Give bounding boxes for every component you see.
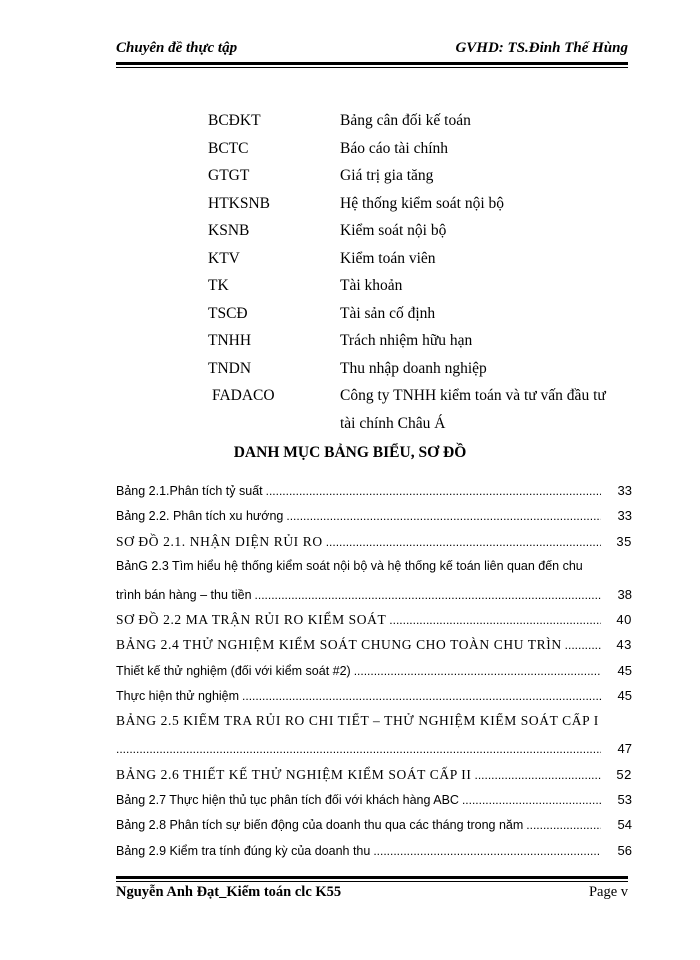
toc-entry[interactable] xyxy=(116,480,632,505)
toc-entry[interactable] xyxy=(116,764,632,789)
toc-entry-continued[interactable] xyxy=(116,584,632,609)
toc-entry-title: BẢNG 2.5 KIỂM TRA RỦI RO CHI TIẾT – THỬ NGHIỆM KIỂM SOÁT CẤP I xyxy=(116,713,599,729)
abbreviation-row xyxy=(208,305,648,333)
footer-left: Nguyễn Anh Đạt_Kiểm toán clc K55 xyxy=(116,884,342,900)
abbreviation-code: BCĐKT xyxy=(208,112,261,129)
toc-entry-page: 47 xyxy=(617,741,632,757)
abbreviation-desc: Tài khoản xyxy=(340,277,403,294)
abbreviation-desc: Báo cáo tài chính xyxy=(340,139,449,157)
toc-entry[interactable] xyxy=(116,609,632,634)
abbreviation-list xyxy=(208,112,648,441)
toc-entry-page: 53 xyxy=(617,791,632,807)
toc-leader-dots xyxy=(286,509,601,523)
abbreviation-row xyxy=(208,167,648,195)
toc-entry[interactable] xyxy=(116,556,632,584)
abbreviation-code: KTV xyxy=(208,249,240,267)
header-left: Chuyên đề thực tập xyxy=(116,40,238,56)
toc-entry-title-line2: trình bán hàng – thu tiền xyxy=(116,587,252,602)
toc-entry-title: BẢNG 2.4 THỬ NGHIỆM KIỂM SOÁT CHUNG CHO TOÀN CHU TRÌN xyxy=(116,637,562,653)
abbreviation-row xyxy=(208,277,648,305)
toc-entry-title: Thiết kế thử nghiệm (đối với kiểm soát #2) xyxy=(116,663,351,678)
toc-entry[interactable] xyxy=(116,660,632,685)
abbreviation-row xyxy=(208,250,648,278)
toc-entry-page: 35 xyxy=(616,533,632,549)
abbreviation-code: KSNB xyxy=(208,222,250,239)
abbreviation-desc: Bảng cân đối kế toán xyxy=(340,112,471,129)
abbreviation-code: TNHH xyxy=(208,332,252,349)
toc-leader-dots xyxy=(462,793,601,807)
abbreviation-desc: Hệ thống kiểm soát nội bộ xyxy=(340,194,505,212)
toc-entry-page: 45 xyxy=(617,662,632,678)
toc-entry[interactable] xyxy=(116,840,632,865)
abbreviation-desc: Giá trị gia tăng xyxy=(340,167,434,184)
toc-entry[interactable] xyxy=(116,710,632,738)
footer-page-number: Page v xyxy=(588,884,628,900)
toc-entry[interactable] xyxy=(116,789,632,814)
toc-leader-dots xyxy=(255,588,601,602)
toc-leader-dots xyxy=(116,742,601,756)
abbreviation-code: BCTC xyxy=(208,139,249,157)
toc-leader-dots xyxy=(474,767,601,783)
abbreviation-desc: Kiểm toán viên xyxy=(340,249,436,267)
abbreviation-code: FADACO xyxy=(212,387,275,404)
header-rule xyxy=(116,62,628,68)
footer-rule xyxy=(116,876,628,882)
abbreviation-code: TK xyxy=(208,277,229,294)
abbreviation-row xyxy=(208,387,648,415)
toc-entry-page: 45 xyxy=(617,688,632,704)
table-of-figures xyxy=(116,480,632,865)
abbreviation-code: HTKSNB xyxy=(208,194,271,212)
toc-entry[interactable] xyxy=(116,531,632,556)
toc-leader-dots xyxy=(565,637,601,653)
abbreviation-desc: Trách nhiệm hữu hạn xyxy=(340,332,473,349)
abbreviation-row xyxy=(208,222,648,250)
abbreviation-desc: Thu nhập doanh nghiệp xyxy=(340,359,487,377)
toc-leader-dots xyxy=(242,689,601,703)
abbreviation-desc: Tài sản cố định xyxy=(340,304,436,322)
abbreviation-row xyxy=(208,112,648,140)
toc-entry-page: 40 xyxy=(616,612,632,628)
toc-entry-continued[interactable] xyxy=(116,738,632,763)
toc-entry-title: Bảng 2.2. Phân tích xu hướng xyxy=(116,509,284,524)
toc-leader-dots xyxy=(266,484,601,498)
toc-entry-page: 33 xyxy=(617,483,632,498)
toc-entry-title: SƠ ĐỒ 2.1. NHẬN DIỆN RỦI RO xyxy=(116,533,323,549)
toc-entry-title: Bảng 2.8 Phân tích sự biến động của doanh thu qua các tháng trong năm xyxy=(116,818,524,833)
toc-entry-title: Bảng 2.1.Phân tích tỷ suất xyxy=(116,484,263,498)
toc-entry-page: 33 xyxy=(617,508,632,524)
toc-entry[interactable] xyxy=(116,685,632,710)
section-title: DANH MỤC BẢNG BIỂU, SƠ ĐỒ xyxy=(233,444,467,461)
abbreviation-code: TNDN xyxy=(208,359,252,377)
toc-entry[interactable] xyxy=(116,505,632,530)
toc-entry-title: BảnG 2.3 Tìm hiểu hệ thống kiểm soát nội bộ và hệ thống kế toán liên quan đến chu xyxy=(116,558,583,573)
toc-entry-page: 54 xyxy=(617,817,632,833)
toc-entry[interactable] xyxy=(116,814,632,839)
abbreviation-row xyxy=(208,360,648,388)
page-header xyxy=(116,40,628,62)
toc-entry-title: SƠ ĐỒ 2.2 MA TRẬN RỦI RO KIỂM SOÁT xyxy=(116,612,387,628)
header-right: GVHD: TS.Đinh Thế Hùng xyxy=(455,40,628,56)
abbreviation-code: TSCĐ xyxy=(208,304,248,322)
toc-entry-page: 43 xyxy=(616,637,632,653)
abbreviation-desc-continued xyxy=(208,415,648,441)
toc-leader-dots xyxy=(526,818,601,832)
abbreviation-row xyxy=(208,332,648,360)
toc-entry-title: Bảng 2.7 Thực hiện thủ tục phân tích đối với khách hàng ABC xyxy=(116,792,459,807)
abbreviation-desc: Công ty TNHH kiểm toán và tư vấn đầu tư xyxy=(340,387,606,404)
abbreviation-desc: Kiểm soát nội bộ xyxy=(340,222,447,239)
toc-leader-dots xyxy=(373,844,601,858)
toc-entry-title: Bảng 2.9 Kiểm tra tính đúng kỳ của doanh thu xyxy=(116,843,371,858)
toc-leader-dots xyxy=(389,612,601,628)
abbreviation-code: GTGT xyxy=(208,167,250,184)
toc-leader-dots xyxy=(354,664,601,678)
toc-entry-title: Thực hiện thử nghiệm xyxy=(116,689,240,704)
toc-leader-dots xyxy=(326,534,601,550)
toc-entry-page: 52 xyxy=(616,766,632,782)
toc-entry-title: BẢNG 2.6 THIẾT KẾ THỬ NGHIỆM KIỂM SOÁT CẤP II xyxy=(116,766,472,782)
abbreviation-desc-line2: tài chính Châu Á xyxy=(340,414,446,432)
abbreviation-row xyxy=(208,140,648,168)
toc-entry-page: 38 xyxy=(617,586,632,602)
toc-entry[interactable] xyxy=(116,634,632,659)
abbreviation-row xyxy=(208,195,648,223)
toc-entry-page: 56 xyxy=(617,842,632,858)
